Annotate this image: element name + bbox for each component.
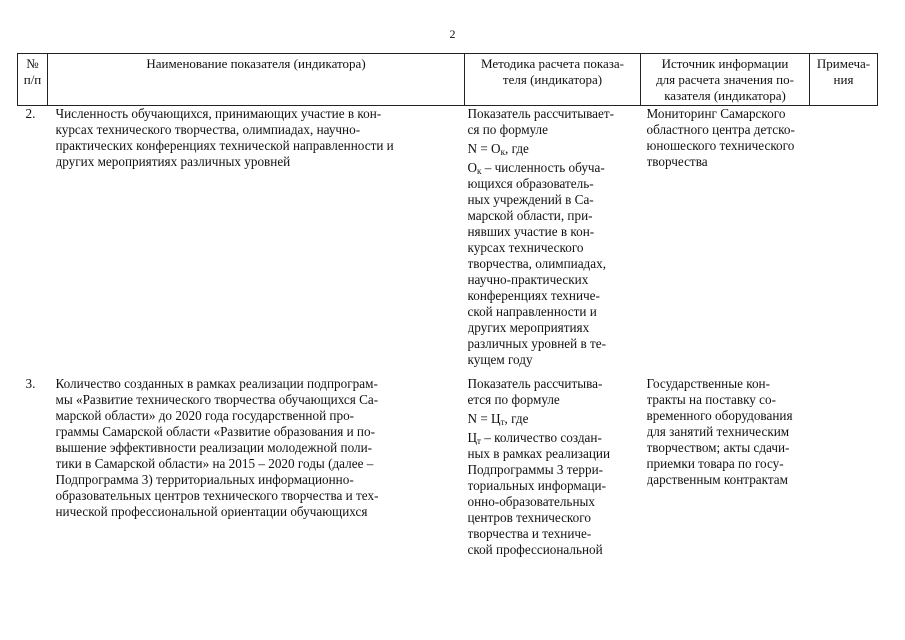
row-number: 2. <box>25 106 36 121</box>
definition-symbol: O <box>467 160 478 175</box>
text-line <box>468 160 638 176</box>
text-line: приемки товара по госу- <box>646 456 784 471</box>
text-line: образовательных центров технического творчества и тех- <box>55 488 379 503</box>
text-line: для занятий техническим <box>646 424 790 439</box>
text-line: вышение эффективности реализации молодежной поли- <box>55 440 373 455</box>
text-line: ториальных информаци- <box>467 478 606 493</box>
notes-cell <box>810 106 878 377</box>
definition-text: – количество создан- <box>480 430 602 445</box>
definition-text: – численность обуча- <box>481 160 605 175</box>
header-line: Источник информации <box>661 56 789 71</box>
text-line: ющихся образователь- <box>467 176 594 191</box>
text-line: Показатель рассчитыва- <box>467 376 603 391</box>
header-line: п/п <box>23 72 42 87</box>
formula-subscript: т <box>500 417 505 427</box>
definition-subscript: т <box>477 436 481 446</box>
text-line: Государственные кон- <box>646 376 771 391</box>
indicator-table <box>17 53 878 558</box>
text-line: творчества и техниче- <box>467 526 592 541</box>
text-line: научно-практических <box>467 272 589 287</box>
text-line: конференциях техниче- <box>467 288 600 303</box>
text-line: ской профессиональной <box>467 542 603 557</box>
text-line: других мероприятиях <box>467 320 590 335</box>
formula-suffix: , где <box>504 411 529 426</box>
formula-prefix: N = Ц <box>467 411 501 426</box>
calculation-method-cell <box>465 106 641 377</box>
text-line: творчества <box>646 154 708 169</box>
text-line: Численность обучающихся, принимающих участие в кон- <box>55 106 382 121</box>
text-line: творчеством; акты сдачи- <box>646 440 790 455</box>
notes-cell <box>810 376 878 558</box>
header-line: Примеча- <box>816 56 871 71</box>
text-line: Подпрограмма 3) территориальных информационно- <box>55 472 354 487</box>
text-line: юношеского технического <box>646 138 795 153</box>
header-line: Методика расчета показа- <box>480 56 625 71</box>
header-notes <box>810 54 878 106</box>
text-line <box>468 430 638 446</box>
text-line: нявших участие в кон- <box>467 224 595 239</box>
text-line: кущем году <box>467 352 533 367</box>
text-line: мы «Развитие технического творчества обучающихся Са- <box>55 392 379 407</box>
header-number <box>18 54 48 106</box>
formula <box>468 411 638 427</box>
text-line: Мониторинг Самарского <box>646 106 786 121</box>
text-line: областного центра детско- <box>646 122 795 137</box>
formula-subscript: к <box>500 147 505 157</box>
table-row <box>18 376 878 558</box>
definition-symbol: Ц <box>467 430 478 445</box>
text-line: Подпрограммы 3 терри- <box>467 462 604 477</box>
header-line: № <box>26 56 39 71</box>
text-line: курсах технического творчества, олимпиадах, научно- <box>55 122 361 137</box>
header-line: ния <box>833 72 854 87</box>
text-line: тракты на поставку со- <box>646 392 777 407</box>
definition-subscript: к <box>477 166 482 176</box>
text-line: Количество созданных в рамках реализации подпрограм- <box>55 376 378 391</box>
text-line: дарственным контрактам <box>646 472 789 487</box>
text-line: курсах технического <box>467 240 584 255</box>
table-header-row <box>18 54 878 106</box>
header-indicator-name <box>48 54 465 106</box>
text-line: ся по формуле <box>467 122 548 137</box>
text-line: марской области, при- <box>467 208 593 223</box>
header-line: теля (индикатора) <box>502 72 603 87</box>
text-line: марской области» до 2020 года государственной про- <box>55 408 355 423</box>
header-information-source <box>641 54 810 106</box>
text-line: творчества, олимпиадах, <box>467 256 607 271</box>
information-source-cell <box>641 106 810 377</box>
indicator-name-cell <box>48 376 465 558</box>
text-line: временного оборудования <box>646 408 793 423</box>
table-row <box>18 106 878 377</box>
page-number: 2 <box>449 27 456 41</box>
text-line: онно-образовательных <box>467 494 595 509</box>
calculation-method-cell <box>465 376 641 558</box>
text-line: других мероприятиях различных уровней <box>55 154 291 169</box>
header-calculation-method <box>465 54 641 106</box>
header-line: казателя (индикатора) <box>664 88 786 103</box>
text-line: нической профессиональной ориентации обучающихся <box>55 504 368 519</box>
indicator-name-cell <box>48 106 465 377</box>
information-source-cell <box>641 376 810 558</box>
text-line: Показатель рассчитывает- <box>467 106 615 121</box>
formula <box>468 141 638 157</box>
formula-prefix: N = O <box>467 141 501 156</box>
row-number: 3. <box>25 376 36 391</box>
text-line: практических конференциях технической направленности и <box>55 138 394 153</box>
text-line: тики в Самарской области» на 2015 – 2020 годы (далее – <box>55 456 374 471</box>
text-line: центров технического <box>467 510 591 525</box>
formula-suffix: , где <box>504 141 529 156</box>
text-line: ской направленности и <box>467 304 597 319</box>
text-line: различных уровней в те- <box>467 336 607 351</box>
header-line: Наименование показателя (индикатора) <box>146 56 366 71</box>
header-line: для расчета значения по- <box>656 72 794 87</box>
text-line: ется по формуле <box>467 392 560 407</box>
text-line: граммы Самарской области «Развитие образования и по- <box>55 424 375 439</box>
text-line: ных учреждений в Са- <box>467 192 594 207</box>
text-line: ных в рамках реализации <box>467 446 611 461</box>
